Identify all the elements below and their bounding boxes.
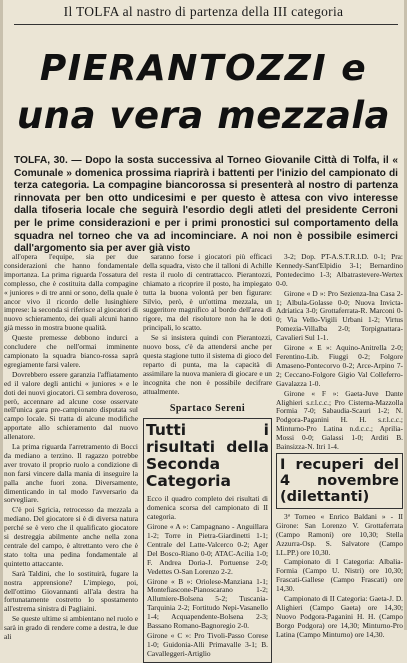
article-column-1 — [4, 252, 139, 642]
results-paragraph: Girone « F »: Gaeta-Juve Dante Alighieri s.r.l.c.c.; Pro Cisterna-Mazzolla Formia 7-0; Sabaudia-Scauri 1-2; N. Podgora-Paganini H. H. s.r.l.c.c.; Minturno-Pro Latina n.d.c.c.; Aprilia-Mossi 0-0; Galassi 1-0; Arditi B. Bainsizza-N. Itri 1-4. — [276, 388, 403, 452]
article-paragraph: Sarà Taldini, che lo sostituirà, fugare la nostra apprensione? L'impiego, poi, dell'ottimo Giovannanti all'ala destra ha fortunatamente costretto lo spostamento all'estrema sinistra di Pagliaini. — [4, 568, 138, 614]
recuperi-box — [276, 453, 403, 509]
article-paragraph: Dovrebbero essere garanzia l'affiatamento ed il valore degli antichi « juniores » e le doti dei nuovi giocatori. Ci sembra doveroso, però, accennare ad alcune cose osservate nell'unica gara pre-campionato disputata sul campo locale. Si tratta di alcune modifiche apportate allo schieramento dal nuovo allenatore. — [4, 369, 138, 442]
headline-line-1: PIERANTOZZI e — [39, 48, 368, 89]
article-paragraph: La prima riguarda l'arretramento di Bocci da mediano a terzino. Il ragazzo potrebbe aver trovato il proprio ruolo a condizione di non farsi vincere dalla mania di inseguire la palla anche fuori zona. Diversamente, dimenticando in tal modo l'avversario da sorvegliare. — [4, 442, 138, 505]
results-box-body — [144, 493, 271, 661]
recuperi-paragraph: 3ª Torneo « Enrico Baldani » - II Girone: San Lorenzo V. Grottaferrata (Campo Ramoni) ore 10,30; Stella Azzurra-Osp. S. Salvatore (Campo LL.PP.) ore 10,30. — [276, 511, 403, 557]
article-paragraph: saranno forse i giocatori più efficaci della squadra, visto che il talloni di Achille resta il ruolo di centrattacco. Pierantozzi, chiamato a ricoprire il posto, ha impiegato tutta la buona volontà per ben figurare: Silvio, però, è un'ottima mezzala, un suggeritore magnifico al bordo dell'area di rigore, ma del risolutore non ha le doti principali, lo scatto. — [143, 252, 272, 333]
recuperi-box-title: I recuperi del 4 novembre (dilettanti) — [280, 456, 399, 505]
article-paragraph: all'opera l'equipe, sia per due considerazioni che hanno fondamentale importanza. La prima riguarda l'ossatura del complesso, che è costituita dalla compagine « juniores » di tre anni or sono, della quale è ancor vivo il ricordo delle lusinghiere imprese: la seconda si riferisce al giocatori di nuovo schieramento, dei quali alcuni hanno già messo in mostra buone qualità. — [4, 252, 139, 333]
results-paragraph: Girone « D »: Pro Sezienza-Ina Casa 2-1; Albula-Golasse 0-0; Nuova Invicta-Adriatica 3-0; Grottaferrata-R. Marconi 0-0; Via Vello-Vigili Urbani 1-2; Virtus Pomezia-Villalba 2-0; Torpignattara-Cavalieri Sul 1-1. — [276, 288, 403, 343]
article-byline: Spartaco Sereni — [169, 402, 246, 414]
results-paragraph: Girone « E »: Aquino-Anitrella 2-0; Ferentino-Lib. Fiuggi 0-2; Folgore Amaseno-Pontecorvo 0-2; Arce-Arpino 7-2; Ceccano-Folgore Gigio Val Colleferro-Gavalazza 1-0. — [276, 343, 403, 388]
article-paragraph: Se si insistera quindi con Pierantozzi, nuovo boss, c'è da attendersi anche per questa stagione tutto il sistema di gioco del reparto di punta, ma la capacità di assimilare la nuova maniera di giocare e un incognita che non è possibile decifrare attualmente. — [143, 333, 272, 396]
recuperi-paragraph: Campionato di I Categoria: Albalia-Formia (Campo U. Nistri) ore 10,30; Frascati-Gallese (Campo Frascati) ore 14,30. — [276, 557, 403, 594]
results-paragraph: 3-2; Dop. PT-A.S.T.R.I.D. 0-1; Pra: Kennedy-Sant'Elpidio 3-1; Bernardino Pontedecimo 1-3; Albatrastevere-Wertex 0-0. — [276, 252, 403, 288]
results-paragraph: Ecco il quadro completo dei risultati di domenica scorsa del campionato di II categoria. — [147, 494, 268, 522]
recuperi-paragraph: Campionato di II Categoria: Gaeta-J. D. Alighieri (Campo Gaeta) ore 14,30; Nuovo Podgora-Paganini H. H. (Campo Borgo Podgora) ore 14,30; Minturno-Pro Latina (Campo Minturno) ore 14,30. — [276, 594, 403, 639]
article-paragraph: Se queste ultime si ambientano nel ruolo e sarà in grado di rendere come a destra, le due ali — [4, 614, 138, 642]
results-box — [143, 418, 272, 662]
article-paragraph: C'è poi Sgricia, retrocesso da mezzala a mediano. Del giocatore si è di diversa natura perché se è vero che il qualificato giocatore si destreggia abilmente anche nella zona centrale del campo, è altrettanto vero che è stato tolta una pedina fondamentale al quintetto attaccante. — [4, 505, 138, 568]
results-paragraph: Girone « A »: Campagnano - Anguillara 1-2; Torre in Pietra-Giardinetti 1-1; Centrale del Latte-Valcerco 0-2; Ager Del Bosco-Riano 0-0; ATAC-Acilia 1-0; F. Andrea Doria-J. Portuense 2-0; Vedettes O-San Lorenzo 2-2. — [147, 522, 268, 576]
results-column-3 — [276, 252, 403, 639]
headline-line-2: una vera mezzala — [16, 94, 391, 137]
article-column-2 — [143, 253, 272, 663]
results-paragraph: Girone « B »: Oriolese-Manziana 1-1; Montefiascone-Pianoscarano 1-2; Allumiere-Bolsena 5-2; Tuscania-Tarquinia 2-2; Fortitudo Nepi-Vasanello 1-4; Acquapendente-Bolsena 2-3; Bassano Romano-Bagnoregio 2-0. — [147, 576, 268, 631]
article-paragraph: Queste premesse debbono indurci a concludere che nell'ormai imminente campionato la squadra bianco-rossa saprà egregiamente farsi valere. — [4, 333, 138, 369]
top-rule — [14, 24, 398, 25]
article-kicker: Il TOLFA al nastro di partenza della III categoria — [63, 4, 344, 19]
results-box-title: Tutti i risultati della Seconda Categoria — [146, 421, 269, 491]
article-lead: TOLFA, 30. — Dopo la sosta successiva al Torneo Giovanile Città di Tolfa, il « Comunale » domenica prossima riaprirà i battenti per l'inizio del campionato di terza categoria. La compagine biancorossa si presenterà al nostro di partenza rinnovata per ben otto undicesimi e per questo è attesa con vivo interesse dalla tifoseria locale che seguirà l'esordio degli atleti del presidente Cerroni per le prime considerazioni e per i primi pronostici sul comportamento della squadra nel torneo che va ad incominciare. A noi non è possibile esimerci dall'argomento sia per aver già visto — [14, 155, 398, 255]
results-paragraph: Girone « C »: Pro Tivoli-Passo Corese 1-0; Guidonia-Alli Primavalle 3-1; B. Cavalleggeri-Artiglio — [147, 631, 268, 658]
